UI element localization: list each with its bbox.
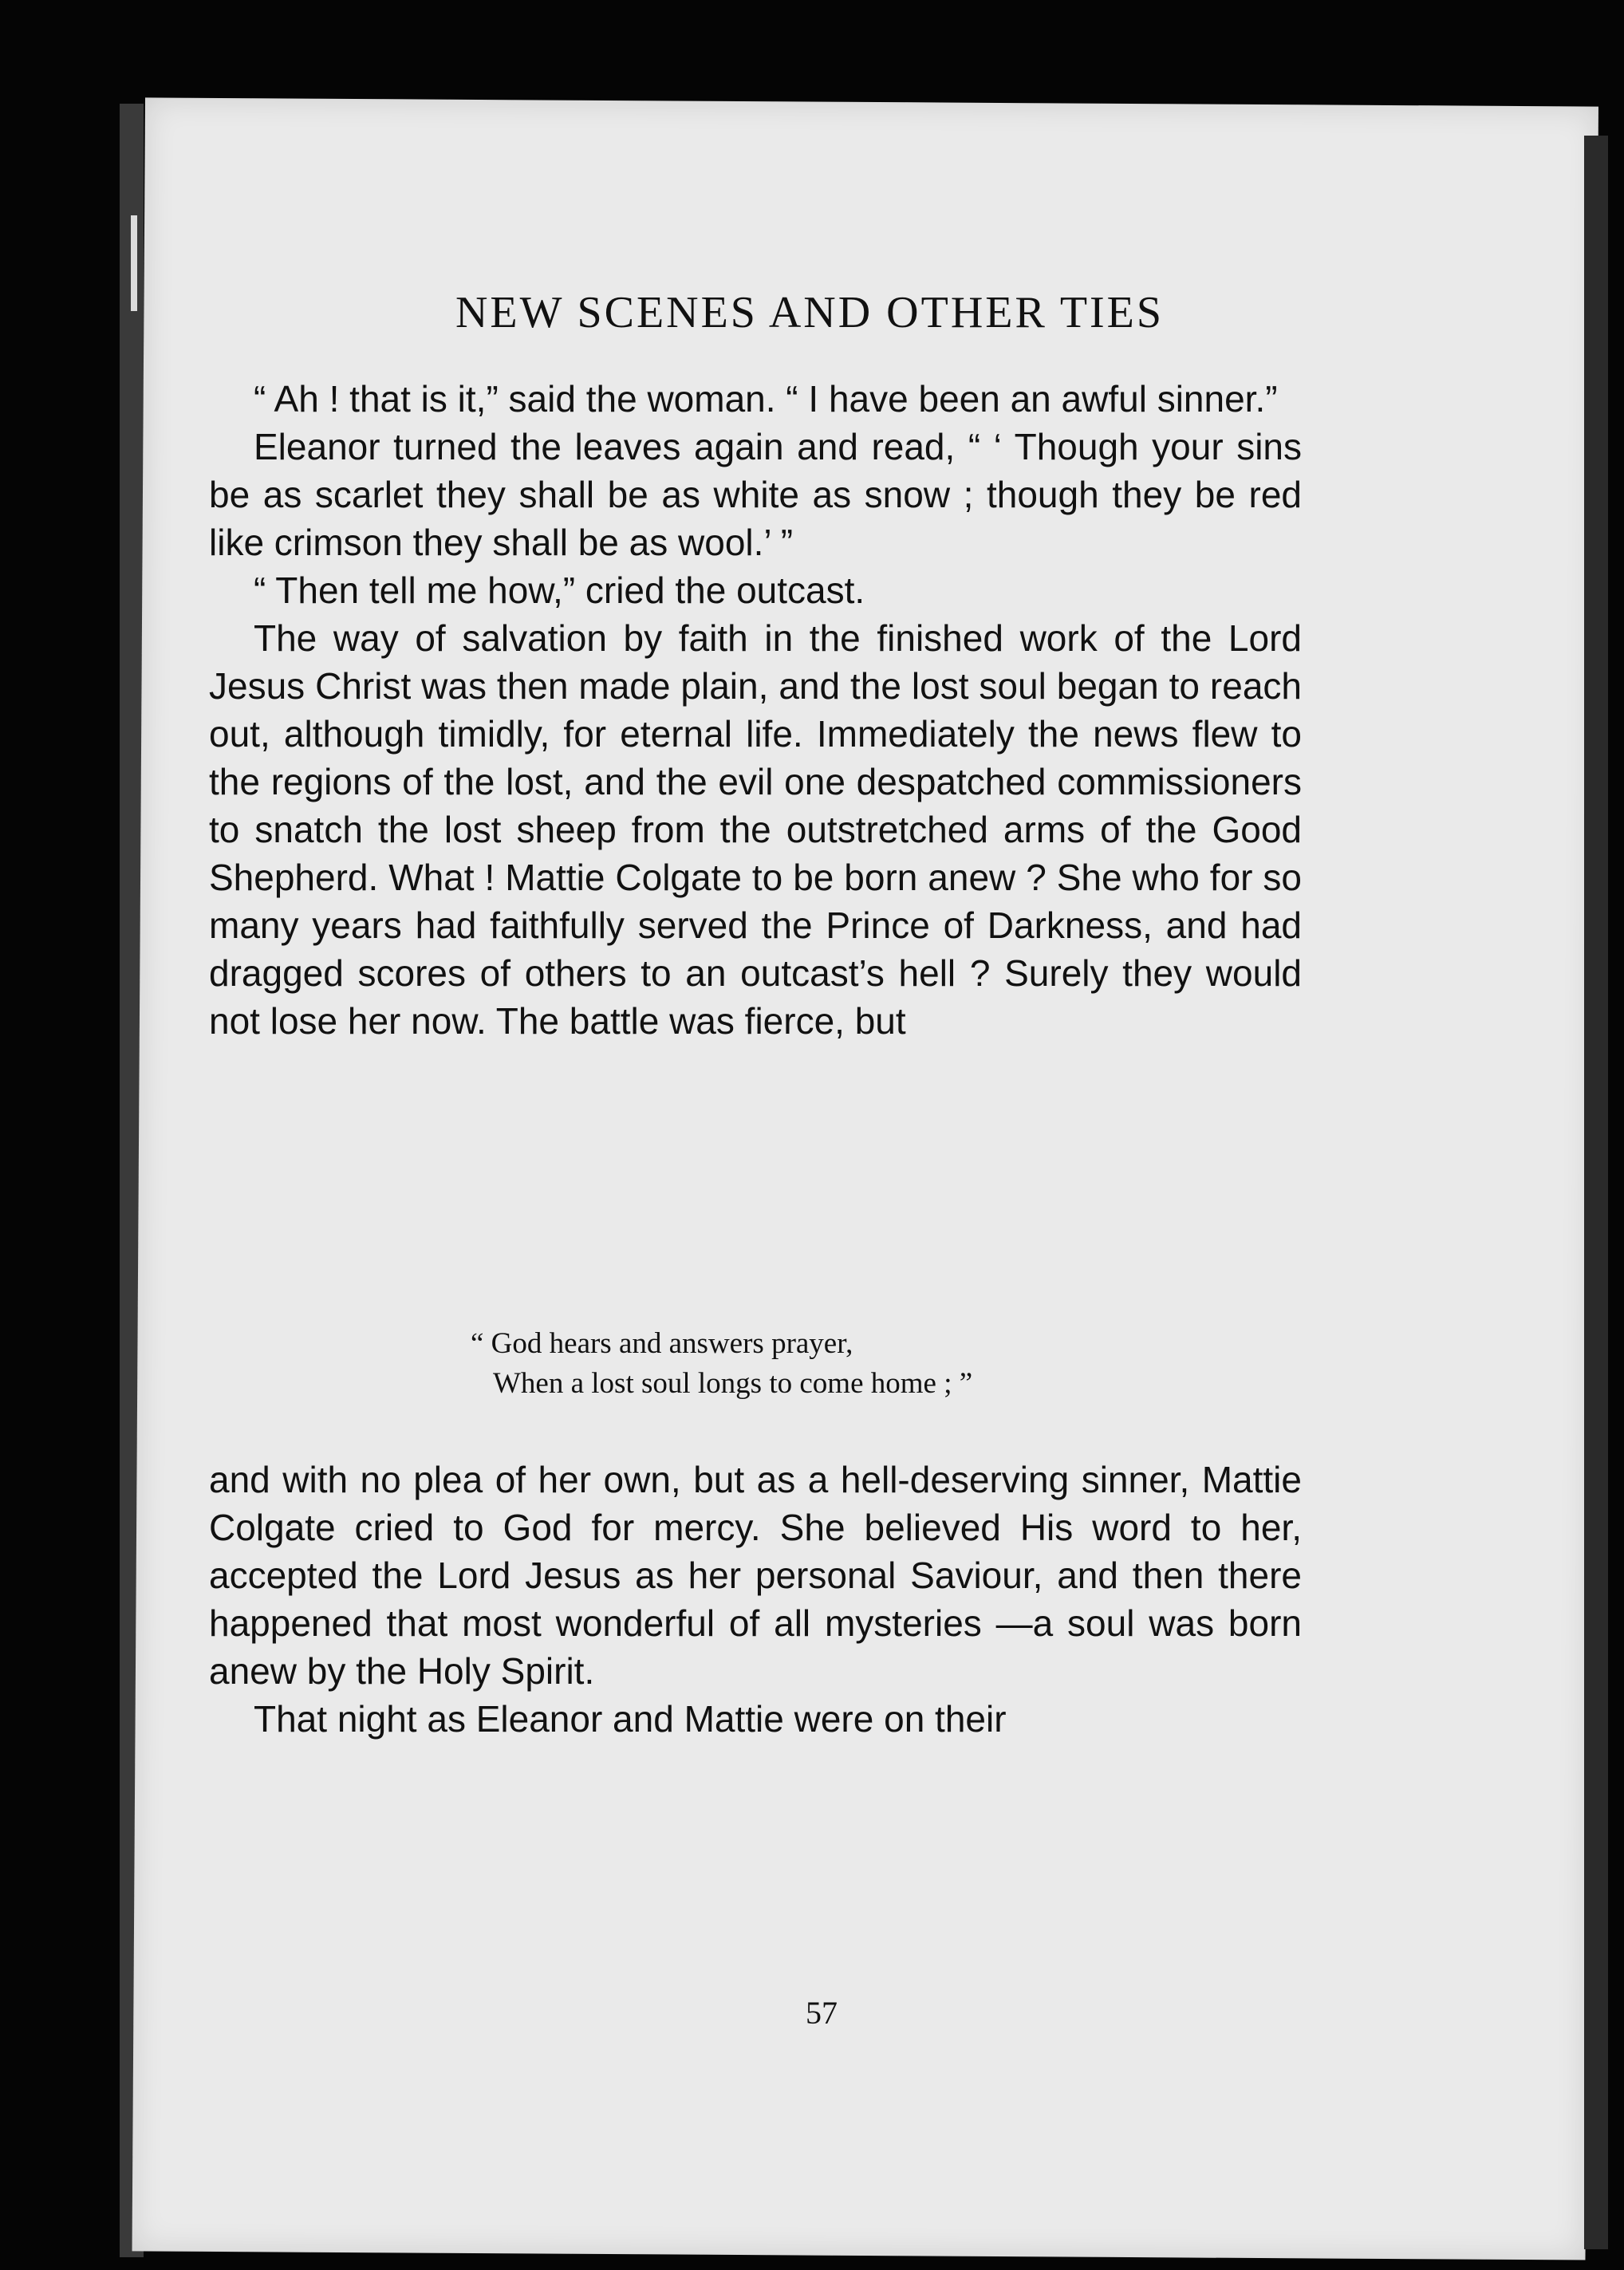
body-text-top — [209, 375, 1302, 1045]
paragraph: “ Ah ! that is it,” said the woman. “ I have been an awful sinner.” — [254, 378, 1278, 420]
body-text-bottom — [209, 1456, 1302, 1743]
paragraph: That night as Eleanor and Mattie were on their — [254, 1698, 1007, 1740]
margin-mark — [131, 215, 137, 311]
verse-line: “ God hears and answers prayer, — [471, 1327, 853, 1360]
page-number: 57 — [806, 1995, 838, 2031]
paragraph: and with no plea of her own, but as a hell-deserving sinner, Mattie Colgate cried to God for mercy. She believed His word to her, accepted the Lord Jesus as her personal Saviour, and then there happened that most wonderful of all mysteries —a soul was born anew by the Holy Spirit. — [209, 1459, 1302, 1692]
verse-quotation — [471, 1324, 1188, 1404]
book-right-edge — [1584, 136, 1608, 2249]
paragraph: Eleanor turned the leaves again and read, “ ‘ Though your sins be as scarlet they shall be as white as snow ; though they be red like crimson they shall be as wool.’ ” — [209, 426, 1302, 563]
verse-line: When a lost soul longs to come home ; ” — [493, 1367, 973, 1400]
paragraph: The way of salvation by faith in the finished work of the Lord Jesus Christ was then made plain, and the lost soul began to reach out, although timidly, for eternal life. Immediately the news flew to the regions of the lost, and the evil one despatched commissioners to snatch the lost sheep from the outstretched arms of the Good Shepherd. What ! Mattie Colgate to be born anew ? She who for so many years had faithfully served the Prince of Darkness, and had dragged scores of others to an outcast’s hell ? Surely they would not lose her now. The battle was fierce, but — [209, 617, 1302, 1042]
paragraph: “ Then tell me how,” cried the outcast. — [254, 569, 865, 611]
running-head: NEW SCENES AND OTHER TIES — [455, 288, 1165, 337]
